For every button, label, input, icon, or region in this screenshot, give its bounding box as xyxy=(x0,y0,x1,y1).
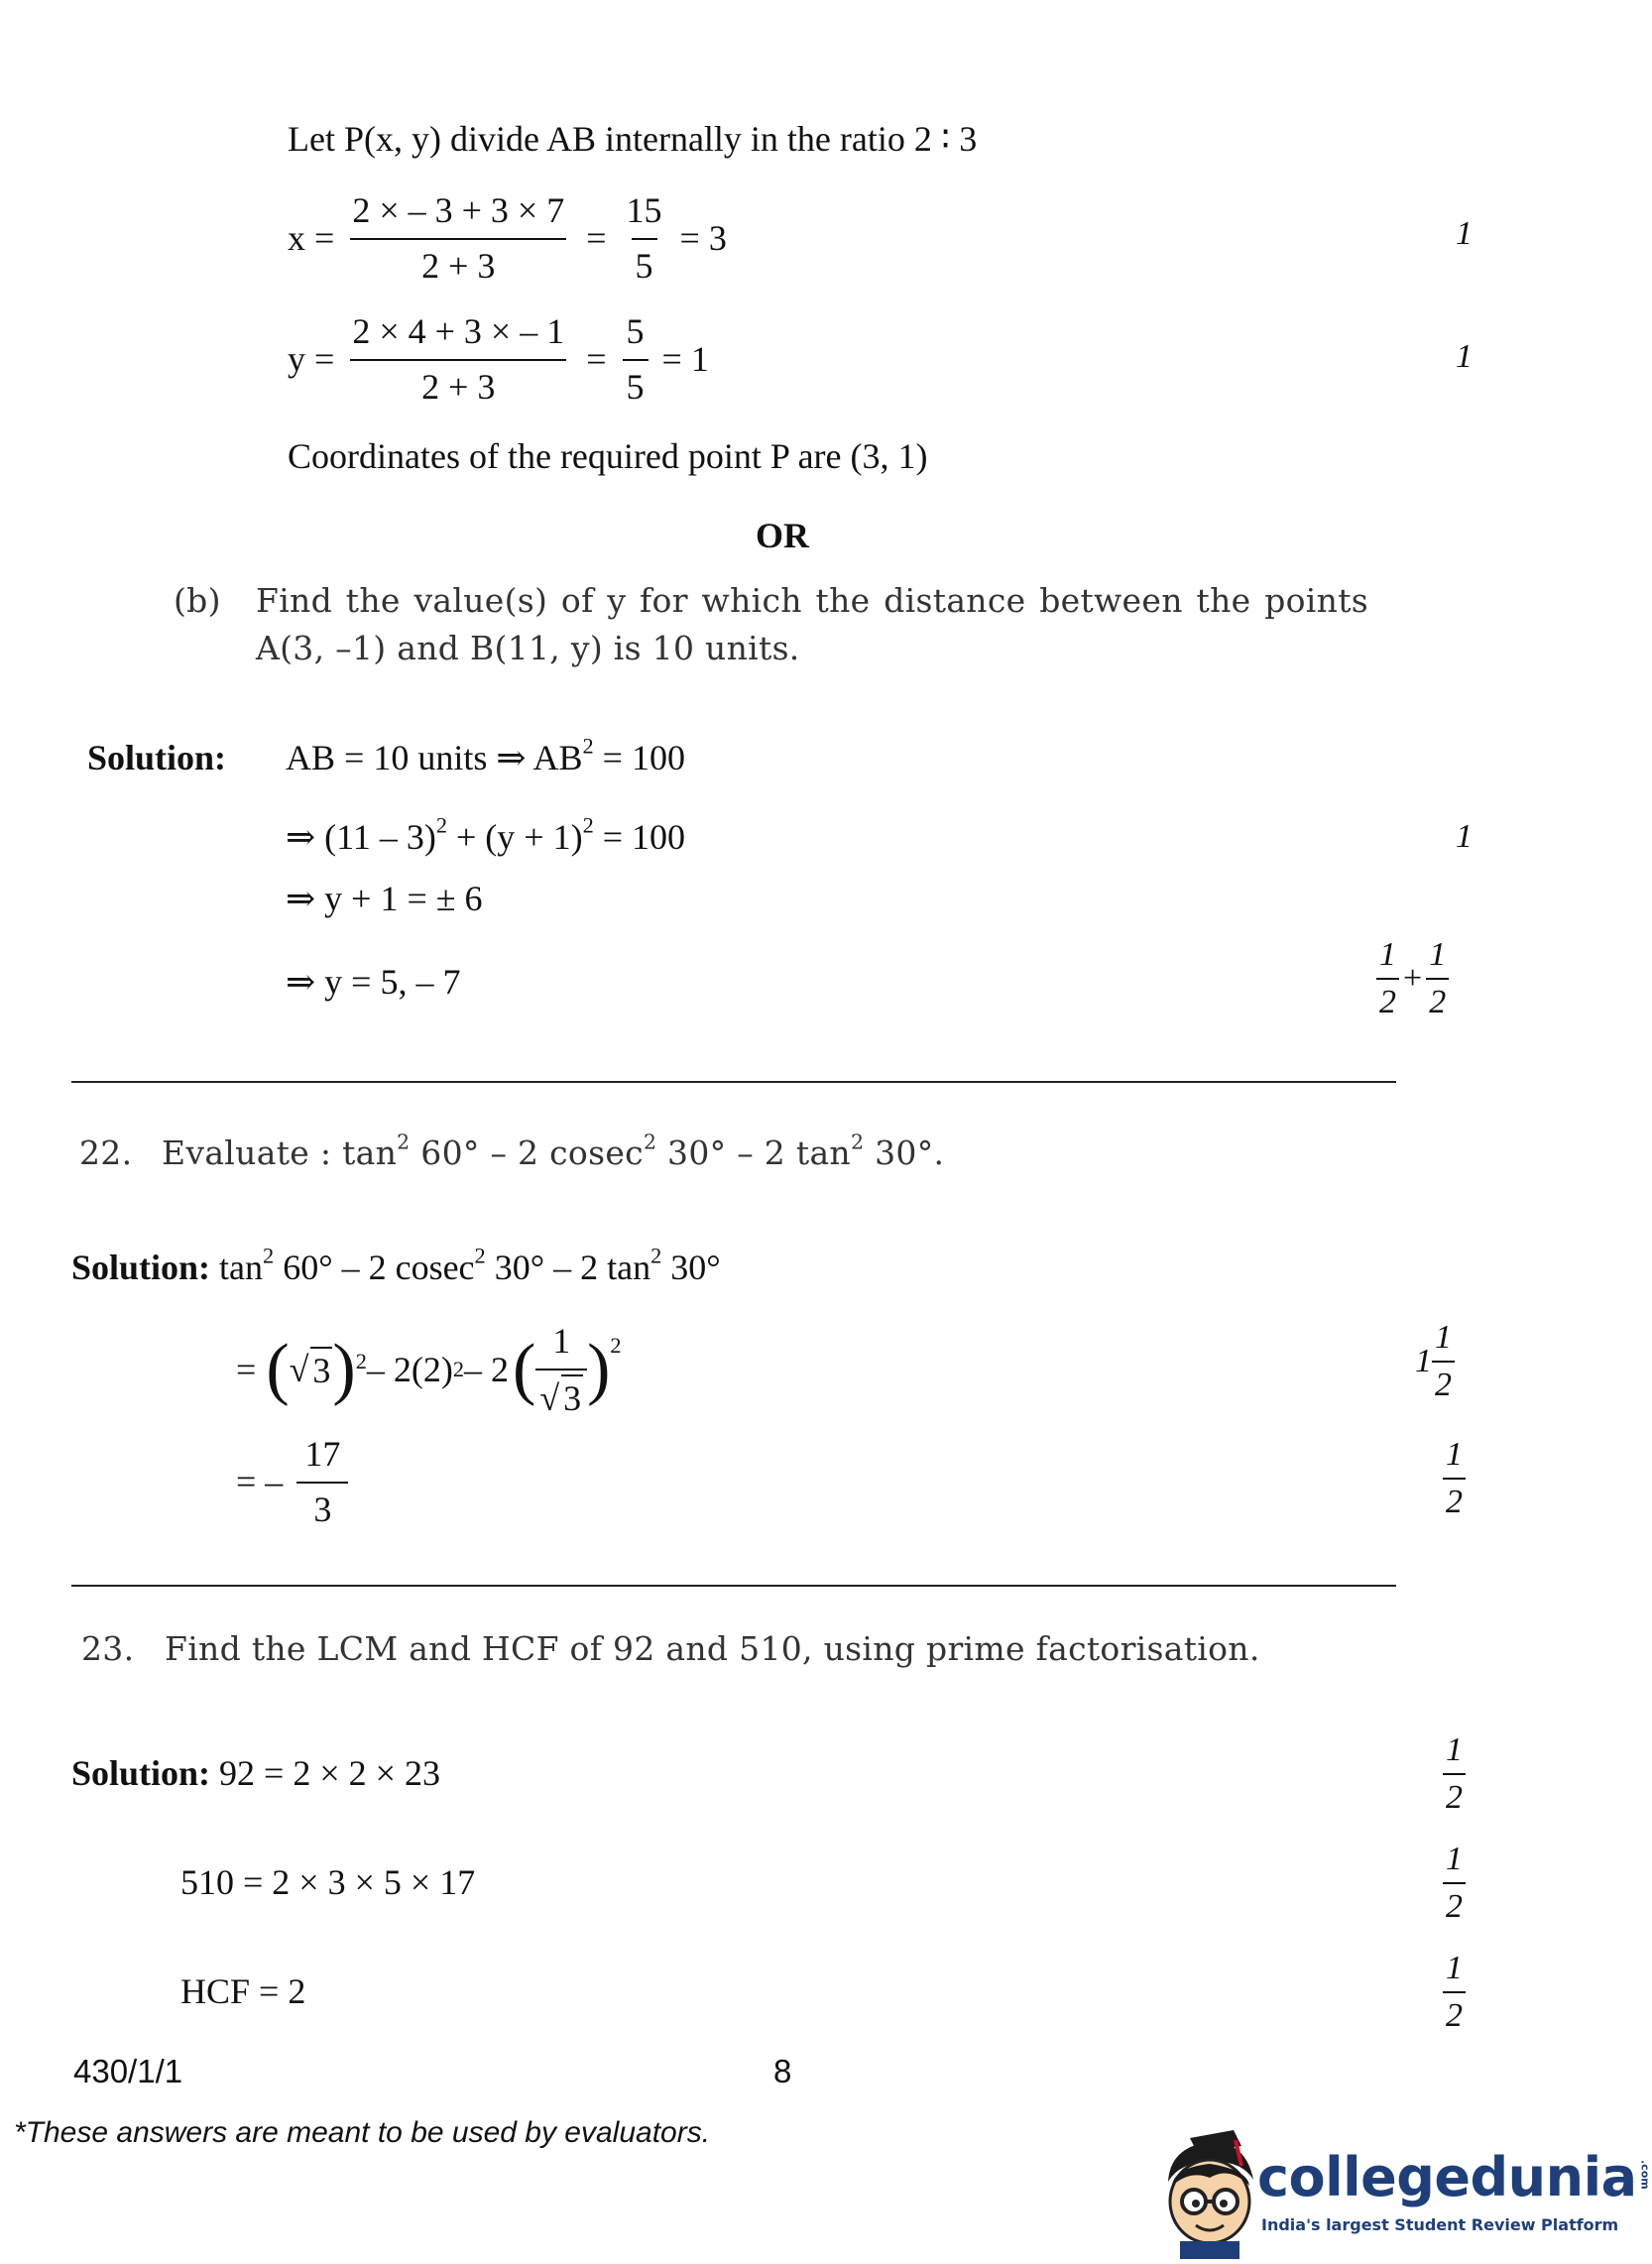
x-numerator-2: 15 xyxy=(626,190,662,230)
mascot-icon xyxy=(1150,2130,1269,2259)
question-23-number: 23. xyxy=(81,1629,135,1668)
ratio-intro: Let P(x, y) divide AB internally in the ratio 2 ∶ 3 xyxy=(288,119,978,159)
solution-23-line2: 510 = 2 × 3 × 5 × 17 xyxy=(180,1862,476,1902)
solution-21b-mark-1: 1 xyxy=(1456,818,1473,855)
x-denominator-2: 5 xyxy=(632,238,657,288)
solution-22-mark-2: $\frac{1}{2}$ xyxy=(1443,1436,1466,1521)
y-numerator-2: 5 xyxy=(626,311,645,351)
solution-23-line3: HCF = 2 xyxy=(180,1971,306,2011)
solution-22-inner-fraction: $\frac{1}{√ 3}$ xyxy=(535,1319,587,1420)
logo-tagline: India's largest Student Review Platform xyxy=(1261,2215,1619,2234)
y-denominator-2: 5 xyxy=(623,359,649,409)
solution-22-line1: Solution: $\tan^2 60^\circ - 2$ cosec$^2$ 30° – 2 $\tan^2 30^\circ$ xyxy=(71,1243,721,1287)
logo-suffix: .com xyxy=(1638,2160,1652,2190)
solution-22-line3: = – $\frac{17}{3}$ xyxy=(236,1432,348,1531)
y-fraction-2 xyxy=(623,309,649,409)
solution-23-mark-2: $\frac{1}{2}$ xyxy=(1443,1841,1466,1926)
y-equals: = xyxy=(586,339,607,379)
solution-label-21b: Solution: xyxy=(87,738,227,777)
evaluator-note: *These answers are meant to be used by evaluators. xyxy=(14,2116,711,2149)
or-divider: OR xyxy=(756,516,809,555)
y-result: = 1 xyxy=(661,339,709,379)
collegedunia-logo xyxy=(1257,2146,1652,2208)
coordinates-result: Coordinates of the required point P are (3, 1) xyxy=(288,436,928,476)
paper-code: 430/1/1 xyxy=(73,2053,183,2089)
x-numerator: 2 × – 3 + 3 × 7 xyxy=(352,190,565,230)
solution-label-22: Solution: xyxy=(71,1248,211,1287)
solution-23-mark-3: $\frac{1}{2}$ xyxy=(1443,1950,1466,2035)
y-equation xyxy=(288,309,709,409)
solution-label-23: Solution: xyxy=(71,1753,211,1793)
x-result: = 3 xyxy=(679,218,727,258)
x-denominator: 2 + 3 xyxy=(350,238,566,288)
x-equals: = xyxy=(586,218,607,258)
solution-21b-line1: AB = 10 units ⇒ $AB^2 = 100$ xyxy=(286,733,685,777)
solution-21b-mark-2: $\frac{1}{2}$ + $\frac{1}{2}$ xyxy=(1376,936,1449,1021)
solution-21b-line4: ⇒ y = 5, – 7 xyxy=(286,962,461,1002)
solution-22-line2: = ( √ 3 ) $^2$ – 2(2) 2 – 2 ( $\frac{1}{√ 3}$ ) $^2$ xyxy=(236,1321,622,1418)
x-equation xyxy=(288,188,727,288)
solution-21b-line2: ⇒ $(11 - 3)^2 + (y + 1)^2 = 100$ xyxy=(286,812,686,857)
x-fraction xyxy=(348,188,568,288)
solution-23-mark-1: $\frac{1}{2}$ xyxy=(1443,1731,1466,1817)
section-divider-1 xyxy=(71,1081,1396,1083)
page-number: 8 xyxy=(773,2053,792,2089)
question-21b-line1: Find the value(s) of y for which the distance between the points xyxy=(256,581,1368,620)
question-22-number: 22. xyxy=(79,1133,133,1172)
y-numerator: 2 × 4 + 3 × – 1 xyxy=(352,311,565,351)
solution-21b-line3: ⇒ y + 1 = ± 6 xyxy=(286,879,483,918)
solution-23-line1: Solution: 92 = 2 × 2 × 23 xyxy=(71,1753,440,1793)
x-lhs: x = xyxy=(288,218,335,258)
question-22-text: Evaluate : $\tan^2 60^\circ - 2$ cosec$^2$ 30° – 2 $\tan^2 30^\circ$. xyxy=(162,1130,945,1172)
x-mark: 1 xyxy=(1456,215,1473,252)
x-fraction-2 xyxy=(623,188,666,288)
section-divider-2 xyxy=(71,1585,1396,1587)
question-23-text: Find the LCM and HCF of 92 and 510, using prime factorisation. xyxy=(165,1629,1260,1668)
y-lhs: y = xyxy=(288,339,335,379)
y-fraction xyxy=(348,309,568,409)
question-21b-label: (b) xyxy=(174,581,221,620)
y-denominator: 2 + 3 xyxy=(350,359,566,409)
y-mark: 1 xyxy=(1456,338,1473,375)
logo-wordmark: collegedunia xyxy=(1257,2146,1637,2208)
solution-22-mark-1: 1 $\frac{1}{2}$ xyxy=(1415,1319,1455,1404)
question-21b-line2: A(3, –1) and B(11, y) is 10 units. xyxy=(256,629,800,667)
